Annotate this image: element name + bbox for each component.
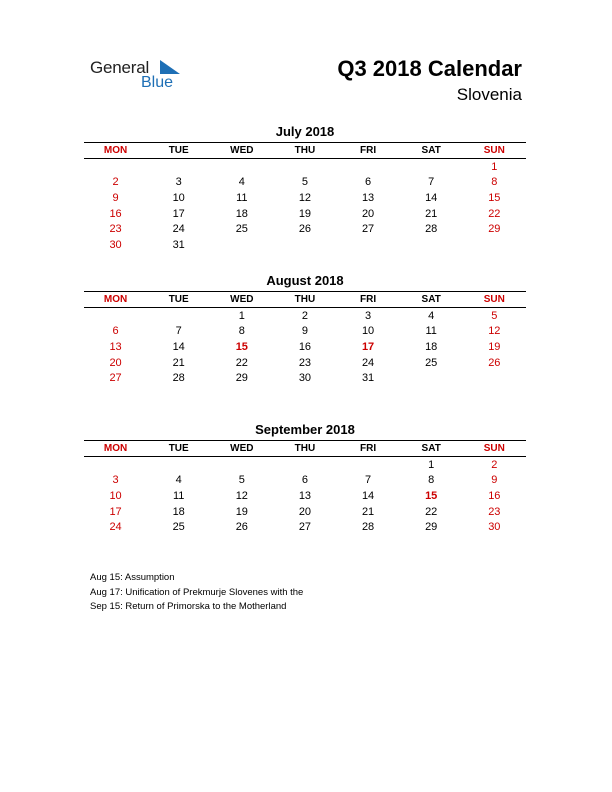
week-row bbox=[84, 206, 526, 222]
logo-blue-text: Blue bbox=[141, 74, 174, 91]
day-cell: 1 bbox=[238, 309, 245, 322]
day-cell: 6 bbox=[301, 474, 308, 487]
weekday-header: FRI bbox=[360, 443, 377, 454]
month-calendar bbox=[84, 273, 526, 386]
week-row bbox=[84, 370, 526, 386]
day-cell: 13 bbox=[109, 340, 122, 353]
day-cell: 26 bbox=[298, 223, 312, 236]
country-name: Slovenia bbox=[456, 85, 522, 104]
day-cell: 16 bbox=[298, 340, 312, 353]
weekday-header: TUE bbox=[168, 443, 189, 454]
day-cell: 17 bbox=[172, 207, 185, 220]
day-cell: 11 bbox=[236, 191, 248, 204]
day-cell: 4 bbox=[428, 309, 435, 322]
week-row bbox=[84, 175, 526, 191]
day-cell: 14 bbox=[172, 340, 185, 353]
day-cell: 23 bbox=[109, 223, 122, 236]
weekday-header: SAT bbox=[421, 443, 441, 454]
day-cell: 20 bbox=[361, 207, 375, 220]
day-cell: 12 bbox=[235, 489, 248, 502]
day-cell: 22 bbox=[425, 505, 438, 518]
week-row bbox=[84, 473, 526, 489]
day-cell: 19 bbox=[235, 505, 248, 518]
weekday-header: WED bbox=[230, 443, 254, 454]
day-cell: 18 bbox=[235, 207, 248, 220]
week-row bbox=[84, 355, 526, 371]
day-cell: 27 bbox=[298, 521, 312, 534]
weekday-header: THU bbox=[294, 294, 316, 305]
day-cell: 28 bbox=[361, 521, 375, 534]
month-calendar bbox=[84, 124, 526, 253]
weekday-header: SUN bbox=[483, 294, 505, 305]
day-cell: 11 bbox=[425, 325, 437, 338]
day-cell: 1 bbox=[491, 160, 498, 173]
day-cell: 19 bbox=[298, 207, 312, 220]
weekday-header: FRI bbox=[360, 145, 377, 156]
day-cell: 8 bbox=[428, 474, 435, 487]
day-cell: 20 bbox=[109, 356, 122, 369]
weekday-header: MON bbox=[103, 294, 128, 305]
week-row bbox=[84, 308, 526, 324]
day-cell: 23 bbox=[488, 505, 501, 518]
day-cell: 15 bbox=[488, 191, 501, 204]
weekday-header: THU bbox=[294, 145, 316, 156]
day-cell: 17 bbox=[109, 505, 122, 518]
day-cell: 9 bbox=[491, 474, 498, 487]
day-cell: 7 bbox=[175, 325, 182, 338]
holiday-note: Aug 17: Unification of Prekmurje Slovenes with the bbox=[90, 586, 304, 598]
day-cell: 24 bbox=[361, 356, 375, 369]
day-cell: 3 bbox=[175, 176, 182, 189]
day-cell: 6 bbox=[112, 325, 119, 338]
day-cell: 4 bbox=[175, 474, 182, 487]
logo-triangle-icon bbox=[160, 60, 180, 74]
day-cell: 9 bbox=[112, 191, 119, 204]
day-cell: 30 bbox=[488, 521, 501, 534]
holiday-notes bbox=[90, 571, 303, 615]
week-row bbox=[84, 339, 526, 355]
day-cell: 18 bbox=[425, 340, 438, 353]
day-cell: 15 bbox=[425, 489, 438, 502]
day-cell: 13 bbox=[361, 191, 375, 204]
week-row bbox=[84, 457, 526, 473]
day-cell: 8 bbox=[238, 325, 245, 338]
day-cell: 18 bbox=[172, 505, 185, 518]
weekday-header: FRI bbox=[360, 294, 377, 305]
day-cell: 1 bbox=[428, 458, 435, 471]
day-cell: 14 bbox=[425, 191, 438, 204]
day-cell: 12 bbox=[488, 325, 501, 338]
day-cell: 26 bbox=[235, 521, 248, 534]
day-cell: 3 bbox=[112, 474, 119, 487]
day-cell: 9 bbox=[301, 325, 308, 338]
day-cell: 27 bbox=[109, 372, 122, 385]
day-cell: 29 bbox=[235, 372, 248, 385]
week-row bbox=[84, 488, 526, 504]
weekday-header-row bbox=[84, 441, 526, 457]
week-row bbox=[84, 504, 526, 520]
day-cell: 30 bbox=[109, 238, 122, 251]
day-cell: 10 bbox=[361, 325, 375, 338]
weekday-header: SAT bbox=[421, 145, 441, 156]
day-cell: 30 bbox=[298, 372, 312, 385]
day-cell: 31 bbox=[172, 238, 185, 251]
day-cell: 21 bbox=[361, 505, 375, 518]
day-cell: 22 bbox=[235, 356, 248, 369]
day-cell: 26 bbox=[488, 356, 501, 369]
day-cell: 17 bbox=[361, 340, 375, 353]
day-cell: 24 bbox=[172, 223, 185, 236]
day-cell: 28 bbox=[425, 223, 438, 236]
day-cell: 24 bbox=[109, 521, 122, 534]
day-cell: 12 bbox=[298, 191, 312, 204]
day-cell: 20 bbox=[298, 505, 312, 518]
day-cell: 2 bbox=[301, 309, 308, 322]
day-cell: 11 bbox=[172, 489, 185, 502]
day-cell: 15 bbox=[235, 340, 248, 353]
day-cell: 14 bbox=[361, 489, 375, 502]
week-row bbox=[84, 519, 526, 535]
day-cell: 2 bbox=[491, 458, 498, 471]
week-row bbox=[84, 190, 526, 206]
day-cell: 4 bbox=[238, 176, 245, 189]
weekday-header: TUE bbox=[168, 294, 189, 305]
weekday-header: SUN bbox=[483, 443, 505, 454]
day-cell: 25 bbox=[235, 223, 248, 236]
day-cell: 22 bbox=[488, 207, 501, 220]
day-cell: 29 bbox=[488, 223, 501, 236]
weekday-header: SAT bbox=[421, 294, 441, 305]
day-cell: 5 bbox=[238, 474, 245, 487]
day-cell: 7 bbox=[365, 474, 372, 487]
day-cell: 10 bbox=[109, 489, 122, 502]
month-title: July 2018 bbox=[275, 124, 335, 139]
day-cell: 28 bbox=[172, 372, 185, 385]
weekday-header: WED bbox=[230, 294, 254, 305]
day-cell: 8 bbox=[491, 176, 498, 189]
day-cell: 19 bbox=[488, 340, 501, 353]
day-cell: 21 bbox=[425, 207, 438, 220]
day-cell: 2 bbox=[112, 176, 119, 189]
month-title: August 2018 bbox=[266, 273, 344, 288]
day-cell: 6 bbox=[365, 176, 372, 189]
page-title: Q3 2018 Calendar bbox=[337, 56, 522, 81]
day-cell: 16 bbox=[109, 207, 122, 220]
logo-general-text: General bbox=[90, 58, 150, 77]
week-row bbox=[84, 221, 526, 237]
weekday-header: MON bbox=[103, 145, 128, 156]
day-cell: 16 bbox=[488, 489, 501, 502]
month-calendar bbox=[84, 422, 526, 535]
day-cell: 25 bbox=[425, 356, 438, 369]
weekday-header: SUN bbox=[483, 145, 505, 156]
weekday-header-row bbox=[84, 143, 526, 159]
day-cell: 5 bbox=[491, 309, 498, 322]
day-cell: 13 bbox=[298, 489, 312, 502]
day-cell: 5 bbox=[301, 176, 308, 189]
week-row bbox=[84, 159, 526, 175]
week-row bbox=[84, 324, 526, 340]
weekday-header: WED bbox=[230, 145, 254, 156]
day-cell: 3 bbox=[365, 309, 372, 322]
holiday-note: Sep 15: Return of Primorska to the Motherland bbox=[90, 601, 287, 612]
generalblue-logo bbox=[90, 56, 200, 96]
day-cell: 10 bbox=[172, 191, 185, 204]
day-cell: 23 bbox=[298, 356, 312, 369]
day-cell: 27 bbox=[361, 223, 375, 236]
day-cell: 29 bbox=[425, 521, 438, 534]
month-title: September 2018 bbox=[255, 422, 355, 437]
day-cell: 21 bbox=[172, 356, 185, 369]
weekday-header: TUE bbox=[168, 145, 189, 156]
day-cell: 25 bbox=[172, 521, 185, 534]
holiday-note: Aug 15: Assumption bbox=[90, 572, 175, 583]
week-row bbox=[84, 237, 526, 253]
day-cell: 31 bbox=[361, 372, 375, 385]
weekday-header: MON bbox=[103, 443, 128, 454]
day-cell: 7 bbox=[428, 176, 435, 189]
weekday-header: THU bbox=[294, 443, 316, 454]
weekday-header-row bbox=[84, 292, 526, 308]
